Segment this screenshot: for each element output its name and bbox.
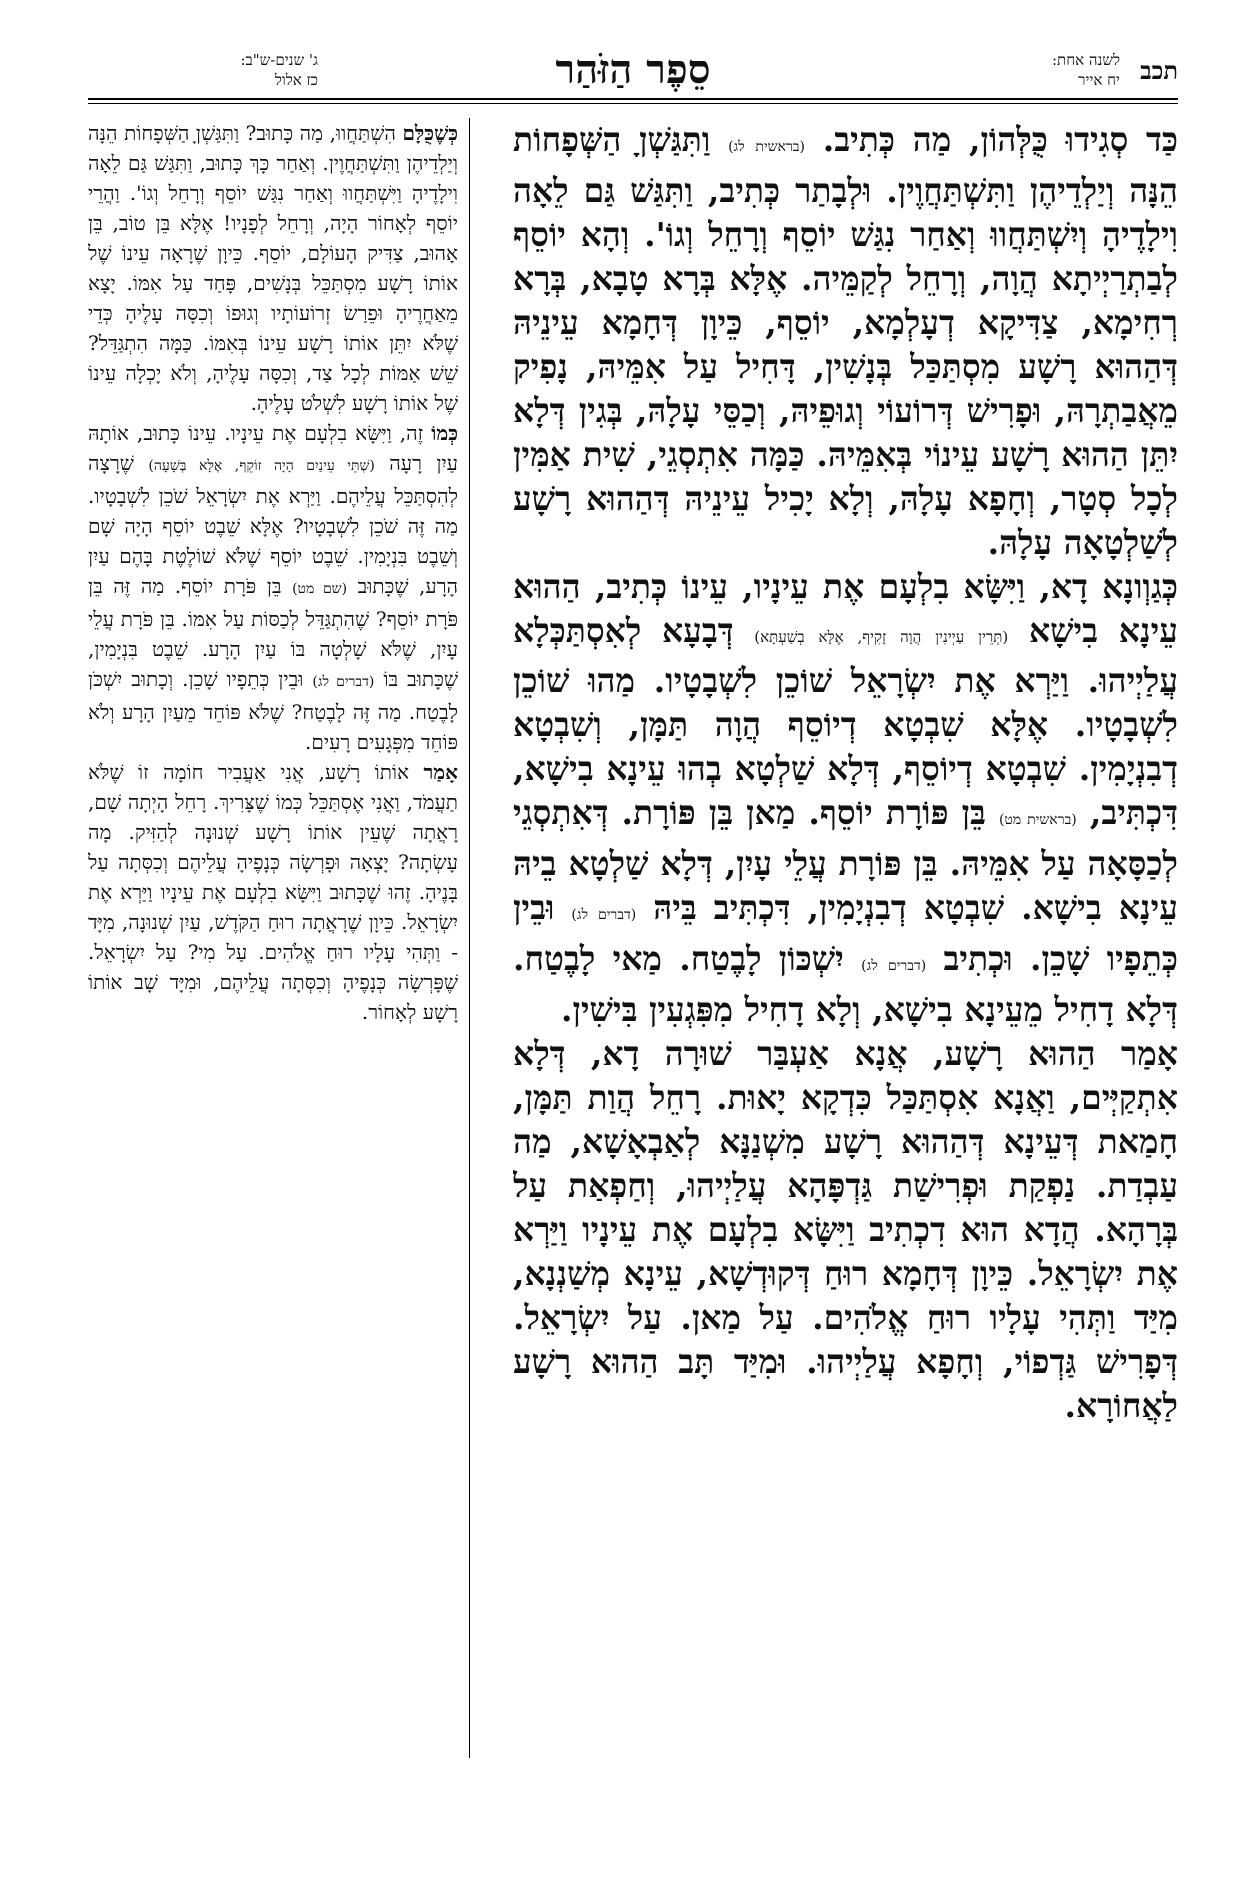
side-p3-text: אוֹתוֹ רָשָׁע, אֲנִי אַעֲבִיר חוֹמָה זוֹ שֶׁלֹּא תַעֲמֹד, וַאֲנִי אֶסְתַּכֵּל כְּמוֹ שֶׁצָּרִיךְ. רָחֵל הָיְתָה שָׁם, רָאֲתָה שֶׁעֵין אוֹתוֹ רָשָׁע שְׁנוּנָה לְהַזִּיק. מָה עָשְׂתָה? יָצְאָה וּפָרְשָׂה כְּנָפֶיהָ עֲלֵיהֶם וְכִסְּתָה עַל בָּנֶיהָ. זֶהוּ שֶׁכָּתוּב וַיִּשָּׂא בִלְעָם אֶת עֵינָיו וַיַּרְא אֶת יִשְׂרָאֵל. כֵּיוָן שֶׁרָאֲתָה רוּחַ הַקֹּדֶשׁ, עַיִן שְׁנוּנָה, מִיָּד - וַתְּהִי עָלָיו רוּחַ אֱלֹהִים. עַל מִי? עַל יִשְׂרָאֵל. שֶׁפָּרְשָׂה כְּנָפֶיהָ וְכִסְּתָה עֲלֵיהֶם, וּמִיָּד שָׁב אוֹתוֹ רָשָׁע לְאָחוֹר. bbox=[88, 760, 458, 1024]
main-p2-text-a: כְּגַוְונָא דָא, וַיִּשָּׂא בִלְעָם אֶת עֵינָיו, עֵינוֹ כְּתִיב, הַהוּא עֵינָא בִישָׁא bbox=[513, 567, 1178, 650]
side-p2-text-b: שֶׁרָצָה לְהִסְתַּכֵּל עֲלֵיהֶם. וַיַּרְא אֶת יִשְׂרָאֵל שֹׁכֵן לִשְׁבָטָיו. מַה זֶּה שֹׁכֵן לִשְׁבָטָיו? אֶלָּא שֵׁבֶט יוֹסֵף הָיָה שָׁם וְשֵׁבֶט בִּנְיָמִין. שֵׁבֶט יוֹסֵף שֶׁלֹּא שׁוֹלֶטֶת בָּהֶם עַיִן הָרָע, שֶׁכָּתוּב bbox=[88, 451, 458, 598]
source-reference: (בראשית מט) bbox=[998, 812, 1077, 828]
side-p3-lead-word: אָמַר bbox=[423, 760, 458, 784]
side-paragraph-2 bbox=[88, 418, 458, 757]
main-paragraph-3 bbox=[513, 1032, 1178, 1428]
side-p2-text-c: בֵּן פֹּרָת יוֹסֵף. מַה זֶּה בֵּן פֹּרָת יוֹסֵף? שֶׁהִתְגַּדֵּל לְכַסּוֹת עַל אִמּוֹ. בֵּן פֹּרָת עֲלֵי עָיִן, שֶׁלֹּא שָׁלְטָה בּוֹ עַיִן הָרָע. שֵׁבֶט בִּנְיָמִין, שֶׁכָּתוּב בּוֹ bbox=[88, 574, 458, 691]
source-reference: (שם מט) bbox=[292, 581, 348, 597]
main-paragraph-2 bbox=[513, 565, 1178, 1032]
column-divider bbox=[469, 118, 470, 1758]
source-reference: (דברים לג) bbox=[571, 907, 637, 923]
bracket-note: (תְּרֵין עַיְינִין הֲוָה זָקִיף, אֶלָּא בְשַׁעְתָּא) bbox=[754, 628, 1009, 646]
bracket-note: (שְׁתֵּי עֵינַיִם הָיָה זוֹקֵף, אֶלָּא בְּשָׁעָה) bbox=[148, 458, 375, 474]
side-paragraph-1 bbox=[88, 118, 458, 418]
main-p2-text-b: דְּבָעָא לְאִסְתַּכְּלָא עֲלַיְיהוּ. וַיַּרְא אֶת יִשְׂרָאֵל שׁוֹכֵן לִשְׁבָטָיו. מַהוּ שׁוֹכֵן לִשְׁבָטָיו. אֶלָּא שִׁבְטָא דְיוֹסֵף הֲוָה תַּמָּן, וְשִׁבְטָא דְבִנְיָמִין. שִׁבְטָא דְיוֹסֵף, דְּלָא שַׁלְטָא בְהוּ עֵינָא בִישָׁא, דִּכְתִּיב, bbox=[513, 611, 1178, 832]
side-p1-text: הִשְׁתַּחֲווּ, מַה כָּתוּב? וַתִּגַּשְׁןָ הַשְּׁפָחוֹת הֵנָּה וְיַלְדֵיהֶן וַתִּשְׁתַּחֲוֶין. וְאַחַר כָּךְ כָּתוּב, וַתִּגַּשׁ גַּם לֵאָה וִילָדֶיהָ וַיִּשְׁתַּחֲווּ וְאַחַר נִגַּשׁ יוֹסֵף וְרָחֵל וְגוֹ'. וַהֲרֵי יוֹסֵף לְאָחוֹר הָיָה, וְרָחֵל לְפָנָיו! אֶלָּא בֵּן טוֹב, בֵּן אָהוּב, צַדִּיק הָעוֹלָם, יוֹסֵף. כֵּיוָן שֶׁרָאָה עֵינוֹ שֶׁל אוֹתוֹ רָשָׁע מִסְתַּכֵּל בְּנָשִׁים, פָּחַד עַל אִמּוֹ. יָצָא מֵאַחֲרֶיהָ וּפֵרַשׂ זְרוֹעוֹתָיו וְגוּפוֹ וְכִסָּה עָלֶיהָ כְּדֵי שֶׁלֹּא יִתֵּן אוֹתוֹ רָשָׁע עֵינוֹ בְּאִמּוֹ. כַּמָּה הִתְגַּדֵּל? שֵׁשׁ אַמּוֹת לְכָל צַד, וְכִסָּה עָלֶיהָ, וְלֹא יָכְלָה עֵינוֹ שֶׁל אוֹתוֹ רָשָׁע לִשְׁלֹט עָלֶיהָ. bbox=[88, 121, 458, 415]
header-schedule-three-years: ג' שנים-ש"ב: bbox=[240, 51, 318, 69]
book-title: סֵפֶר הַזֹּהַר bbox=[555, 46, 711, 93]
header-date-one-year: יח אייר bbox=[1078, 71, 1120, 89]
header-schedule-one-year: לשנה אחת: bbox=[1052, 51, 1120, 69]
page-header bbox=[88, 36, 1178, 96]
main-paragraph-1 bbox=[513, 118, 1178, 565]
side-p2-lead-word: כְּמוֹ bbox=[431, 421, 458, 445]
source-reference: (בראשית לג) bbox=[728, 139, 806, 155]
main-p1-text-b: וַתִּגַּשְׁןָ הַשְּׁפָחוֹת הֵנָּה וְיַלְדֵיהֶן וַתִּשְׁתַּחֲוֶין. וּלְבָתַר כְּתִיב, וַתִּגַּשׁ גַּם לֵאָה וִילָדֶיהָ וְיִשְׁתַּחֲווּ וְאַחַר נִגַּשׁ יוֹסֵף וְרָחֵל וְגוֹ'. וְהָא יוֹסֵף לְבַתְרַיְיתָא הֲוָה, וְרָחֵל לְקַמֵּיה. אֶלָּא בְּרָא טָבָא, בְּרָא רְחִימָא, צַדִּיקָא דְעָלְמָא, יוֹסֵף, כֵּיוָן דְּחָמָא עֵינֵיהּ דְּהַהוּא רָשָׁע מִסְתַּכַּל בְּנָשִׁין, דָּחִיל עַל אִמֵּיהּ, נָפִיק מֵאֲבַתְרָהּ, וּפָרִישׁ דְּרוֹעוֹי וְגוּפֵיהּ, וְכַסֵּי עָלָהּ, בְּגִין דְּלָא יִתֵּן הַהוּא רָשָׁע עֵינוֹי בְּאִמֵּיהּ. כַּמָּה אִתְסְגֵי, שִׁית אַמִּין לְכָל סְטָר, וְחָפָא עָלָהּ, וְלָא יָכִיל עֵינֵיהּ דְּהַהוּא רָשָׁע לְשַׁלְטָאָה עָלָהּ. bbox=[513, 120, 1178, 562]
main-p3-text: אָמַר הַהוּא רָשָׁע, אֲנָא אַעְבַּר שׁוּרָה דָא, דְּלָא אִתְקַיְּים, וַאֲנָא אִסְתַּכַּל כִּדְקָא יָאוּת. רָחֵל הֲוַת תַּמָּן, חָמַאת דְּעֵינָא דְּהַהוּא רָשָׁע מִשְׁנַנָּא לְאַבְאָשָׁא, מַה עַבְדַת. נַפְקַת וּפְרִישַׁת גַּדְפָּהָא עֲלַיְיהוּ, וְחַפְאַת עַל בְּרָהָא. הֲדָא הוּא דִכְתִיב וַיִּשָּׂא בִלְעָם אֶת עֵינָיו וַיַּרְא אֶת יִשְׂרָאֵל. כֵּיוָן דְּחָמָא רוּחַ דְּקוּדְשָׁא, עֵינָא מְשַׁנְנָא, מִיַּד וַתְּהִי עָלָיו רוּחַ אֱלֹהִים. עַל מַאן. עַל יִשְׂרָאֵל. דְּפָרִישׁ גַּדְפוֹי, וְחָפָא עֲלַיְיהוּ. וּמִיַּד תָּב הַהוּא רָשָׁע לַאֲחוֹרָא. bbox=[513, 1034, 1178, 1425]
main-p2-text-c: בֵּן פּוֹרָת יוֹסֵף. מַאן בֵּן פּוֹרָת. דְּאִתְסְגֵי לְכַסָּאָה עַל אִמֵּיהּ. בֵּן פּוֹרָת עֲלֵי עָיִן, דְּלָא שַׁלְטָא בֵיהּ עֵינָא בִישָׁא. שִׁבְטָא דְבִנְיָמִין, דִּכְתִּיב בֵּיהּ bbox=[513, 793, 1178, 927]
header-rule-thick bbox=[88, 98, 1178, 100]
hebrew-translation-column bbox=[88, 118, 458, 1758]
main-p2-text-d: וּבֵין כְּתֵפָיו שָׁכֵן. וּכְתִיב bbox=[513, 888, 1178, 978]
header-date-three-years: כז אלול bbox=[274, 71, 318, 89]
side-p2-text-a: זֶה, וַיִּשָּׂא בִלְעָם אֶת עֵינָיו. עֵינוֹ כָּתוּב, אוֹתָהּ עַיִן רָעָה bbox=[88, 421, 458, 475]
side-paragraph-3 bbox=[88, 757, 458, 1027]
side-p2-text-d: וּבֵין כְּתֵפָיו שָׁכֵן. וְכָתוּב יִשְׁכֹּן לָבֶטַח. מַה זֶּה לָבֶטַח? שֶׁלֹּא פּוֹחֵד מֵעַיִן הָרָע וְלֹא פּוֹחֵד מִפְּגָעִים רָעִים. bbox=[88, 667, 458, 754]
source-reference: (דברים לג) bbox=[312, 674, 375, 690]
page-number: תכב bbox=[1140, 56, 1178, 85]
header-rule-thin bbox=[88, 103, 1178, 104]
side-p1-lead-word: כְּשֶׁכֻּלָּם bbox=[402, 121, 458, 145]
source-reference: (דברים לג) bbox=[861, 958, 927, 974]
main-p2-text-e: יִשְׁכּוֹן לָבֶטַח. מַאי לָבֶטַח. דְּלָא דָחִיל מֵעֵינָא בִישָׁא, וְלָא דָחִיל מִפִּגְעִין בִּישִׁין. bbox=[513, 939, 1178, 1029]
header-left-info bbox=[88, 50, 318, 90]
aramaic-text-column bbox=[513, 118, 1178, 1758]
main-p1-text-a: כַּד סְגִידוּ כֻּלְּהוֹן, מַה כְּתִיב. bbox=[822, 120, 1178, 159]
